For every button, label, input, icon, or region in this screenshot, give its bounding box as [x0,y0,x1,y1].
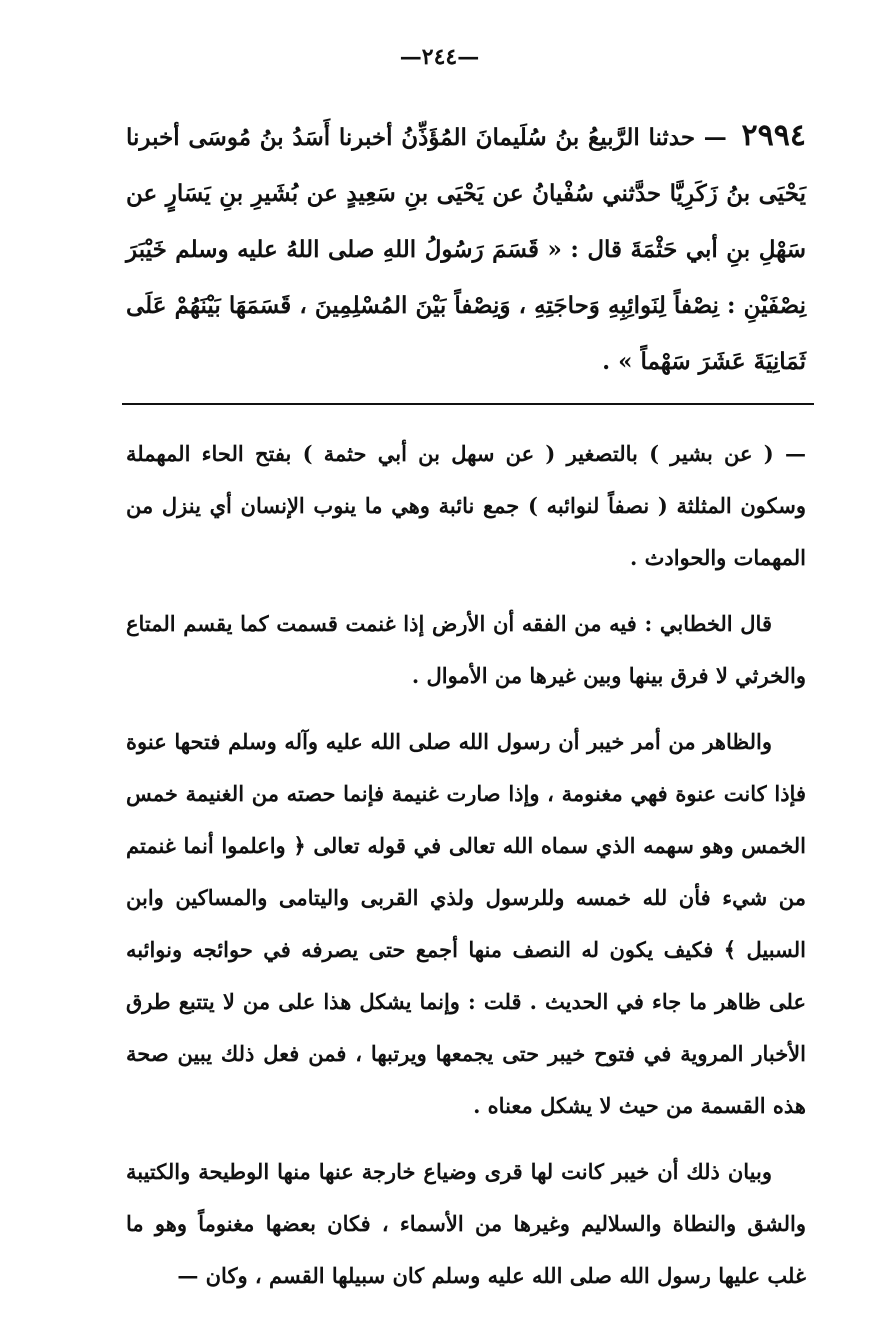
page-number: —٢٤٤— [399,44,480,70]
hadith-block [126,108,806,390]
commentary-paragraph: والظاهر من أمر خيبر أن رسول الله صلى الله عليه وآله وسلم فتحها عنوة فإذا كانت عنوة فهي مغنومة ، وإذا صارت غنيمة فإنما حصته من الغنيمة خمس الخمس وهو سهمه الذي سماه الله تعالى في قوله تعالى ﴿ واعلموا أنما غنمتم من شيء فأن لله خمسه وللرسول ولذي القربى واليتامى والمساكين وابن السبيل ﴾ فكيف يكون له النصف منها أجمع حتى يصرفه في حوائجه ونوائبه على ظاهر ما جاء في الحديث . قلت : وإنما يشكل هذا على من لا يتتبع طرق الأخبار المروية في فتوح خيبر حتى يجمعها ويرتبها ، فمن فعل ذلك يبين صحة هذه القسمة من حيث لا يشكل معناه . [126,729,806,1118]
hadith-text: — حدثنا الرَّبيعُ بنُ سُلَيمانَ المُؤَذِّنُ أخبرنا أَسَدُ بنُ مُوسَى أخبرنا يَحْيَى بنُ زَكَرِيَّا حدَّثني سُفْيانُ عن يَحْيَى بنِ سَعِيدٍ عن بُشَيرِ بنِ يَسَارٍ عن سَهْلِ بنِ أبي حَثْمَةَ قال : « قَسَمَ رَسُولُ اللهِ صلى اللهُ عليه وسلم خَيْبَرَ نِصْفَيْنِ : نِصْفاً لِنَوائِبِهِ وَحاجَتِهِ ، وَنِصْفاً بَيْنَ المُسْلِمِينَ ، قَسَمَهَا بَيْنَهُمْ عَلَى ثَمَانِيَةَ عَشَرَ سَهْماً » . [126,124,806,375]
commentary-paragraph: قال الخطابي : فيه من الفقه أن الأرض إذا غنمت قسمت كما يقسم المتاع والخرثي لا فرق بينها وبين غيرها من الأموال . [126,611,806,688]
hadith-number: ٢٩٩٤ [741,118,806,153]
divider-line [122,403,814,405]
commentary [126,428,806,1316]
commentary-paragraph: — ( عن بشير ) بالتصغير ( عن سهل بن أبي حثمة ) بفتح الحاء المهملة وسكون المثلثة ( نصفاً لنوائبه ) جمع نائبة وهي ما ينوب الإنسان أي ينزل من المهمات والحوادث . [126,441,806,570]
commentary-paragraph: وبيان ذلك أن خيبر كانت لها قرى وضياع خارجة عنها منها الوطيحة والكتيبة والشق والنطاة والسلاليم وغيرها من الأسماء ، فكان بعضها مغنوماً وهو ما غلب عليها رسول الله صلى الله عليه وسلم كان سبيلها القسم ، وكان — [126,1159,806,1288]
